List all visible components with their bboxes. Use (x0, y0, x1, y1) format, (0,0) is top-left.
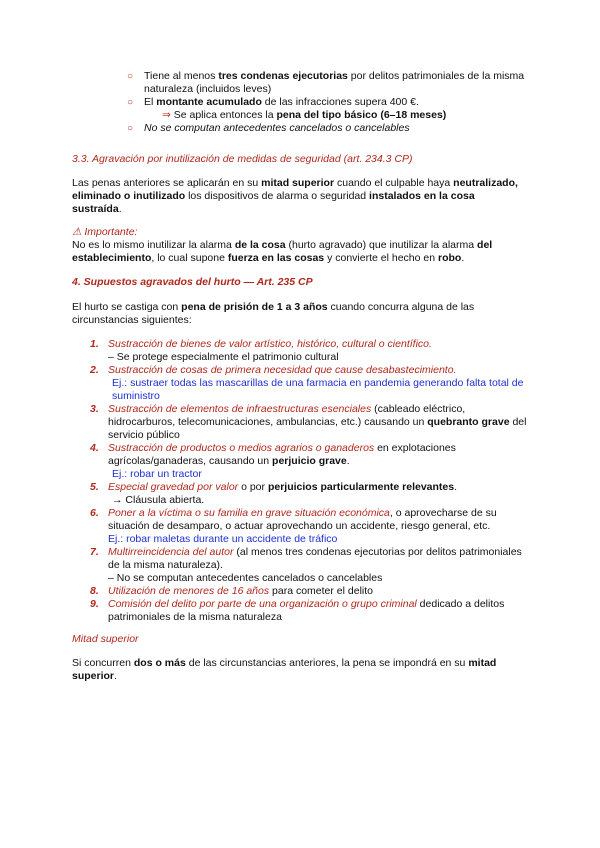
bullet-circle-icon: ○ (127, 97, 134, 108)
item-number: 1. (90, 338, 99, 350)
item-note: → Cláusula abierta. (112, 494, 205, 506)
item-number: 8. (90, 585, 99, 597)
list-item (90, 364, 530, 377)
bullet-text: El (144, 96, 157, 108)
section-4-intro: El hurto se castiga con pena de prisión de 1 a 3 años cuando concurra alguna de las circunstancias siguientes: (72, 301, 475, 326)
bullet-sub-line (127, 109, 527, 122)
item-title: Sustracción de elementos de infraestructuras esenciales (108, 403, 372, 415)
bullet-circle-icon: ○ (127, 71, 134, 82)
item-number: 5. (90, 481, 99, 493)
list-item: 6. Poner a la víctima o su familia en grave situación económica, o aprovecharse de su situación de desamparo, o actuar aprovechando un accidente, riesgo general, etc. (90, 507, 497, 532)
warning-icon: ⚠ (72, 226, 82, 238)
item-number: 4. (90, 442, 99, 454)
item-number: 3. (90, 403, 99, 415)
bullet-text: Tiene al menos (144, 70, 219, 82)
list-item: 9. Comisión del delito por parte de una organización o grupo criminal dedicado a delitos patrimoniales de la misma naturaleza (90, 598, 505, 623)
bullet-sub-bold: pena del tipo básico (6–18 meses) (276, 109, 447, 121)
item-example: Ej.: robar un tractor (112, 468, 202, 480)
item-note: – Se protege especialmente el patrimonio cultural (108, 351, 339, 363)
section-4-heading: 4. Supuestos agravados del hurto — Art. 235 CP (72, 276, 313, 288)
section-3-3-paragraph: Las penas anteriores se aplicarán en su mitad superior cuando el culpable haya neutralizado, eliminado o inutilizado los dispositivos de alarma o seguridad instalados en la cosa sustraída. (72, 177, 518, 215)
item-number: 2. (90, 364, 99, 376)
item-title: Multirreincidencia del autor (108, 546, 234, 558)
bullet-text: por delitos patrimoniales de la misma naturaleza (incluidos leves) (144, 70, 525, 95)
bullet-bold: tres condenas ejecutorias (218, 70, 348, 82)
list-item: 4. Sustracción de productos o medios agrarios o ganaderos en explotaciones agrícolas/ganaderas, causando un perjuicio grave. (90, 442, 456, 467)
bullet-item (127, 96, 527, 109)
item-number: 7. (90, 546, 99, 558)
item-example: Ej.: robar maletas durante un accidente de tráfico (108, 533, 338, 545)
bullet-sub-text: Se aplica entonces la (170, 109, 277, 121)
item-title: Especial gravedad por valor (108, 481, 239, 493)
bullet-item (127, 122, 527, 135)
item-title: Sustracción de productos o medios agrarios o ganaderos (108, 442, 375, 454)
item-title: Poner a la víctima o su familia en grave situación económica (108, 507, 390, 519)
bullet-italic: No se computan antecedentes cancelados o cancelables (144, 122, 410, 134)
item-number: 6. (90, 507, 99, 519)
list-item: 3. Sustracción de elementos de infraestructuras esenciales (cableado eléctrico, hidrocarburos, telecomunicaciones, ambulancias, etc.) causando un quebranto grave del servicio público (90, 403, 527, 441)
item-title: Utilización de menores de 16 años (108, 585, 270, 597)
item-title: Comisión del delito por parte de una organización o grupo criminal (108, 598, 417, 610)
numbered-list (90, 338, 530, 624)
mitad-superior-paragraph: Si concurren dos o más de las circunstancias anteriores, la pena se impondrá en su mitad superior. (72, 657, 497, 682)
list-item (90, 338, 530, 351)
list-item: 8. Utilización de menores de 16 años para cometer el delito (90, 585, 373, 597)
bullet-item (127, 70, 527, 96)
bullet-list (127, 70, 527, 135)
bullet-circle-icon: ○ (127, 123, 134, 134)
item-number: 9. (90, 598, 99, 610)
item-title: Sustracción de bienes de valor artístico, histórico, cultural o científico. (108, 338, 432, 350)
list-item: 5. Especial gravedad por valor o por perjuicios particularmente relevantes. (90, 481, 458, 493)
important-label: ⚠ Importante: (72, 226, 138, 238)
bullet-bold: montante acumulado (156, 96, 262, 108)
arrow-icon: ⇒ (162, 109, 171, 121)
item-title: Sustracción de cosas de primera necesidad que cause desabastecimiento. (108, 364, 457, 376)
item-note: – No se computan antecedentes cancelados o cancelables (108, 572, 383, 584)
list-item: 7. Multirreincidencia del autor (al menos tres condenas ejecutorias por delitos patrimoniales de la misma naturaleza). (90, 546, 522, 571)
section-3-3-heading: 3.3. Agravación por inutilización de medidas de seguridad (art. 234.3 CP) (72, 153, 413, 165)
important-note (72, 226, 522, 265)
item-example: Ej.: sustraer todas las mascarillas de una farmacia en pandemia generando falta total de suministro (112, 377, 524, 402)
bullet-text: de las infracciones supera 400 €. (261, 96, 419, 108)
important-text: No es lo mismo inutilizar la alarma de la cosa (hurto agravado) que inutilizar la alarma del establecimiento, lo cual supone fuerza en las cosas y convierte el hecho en robo. (72, 239, 493, 264)
mitad-superior-heading: Mitad superior (72, 633, 139, 645)
